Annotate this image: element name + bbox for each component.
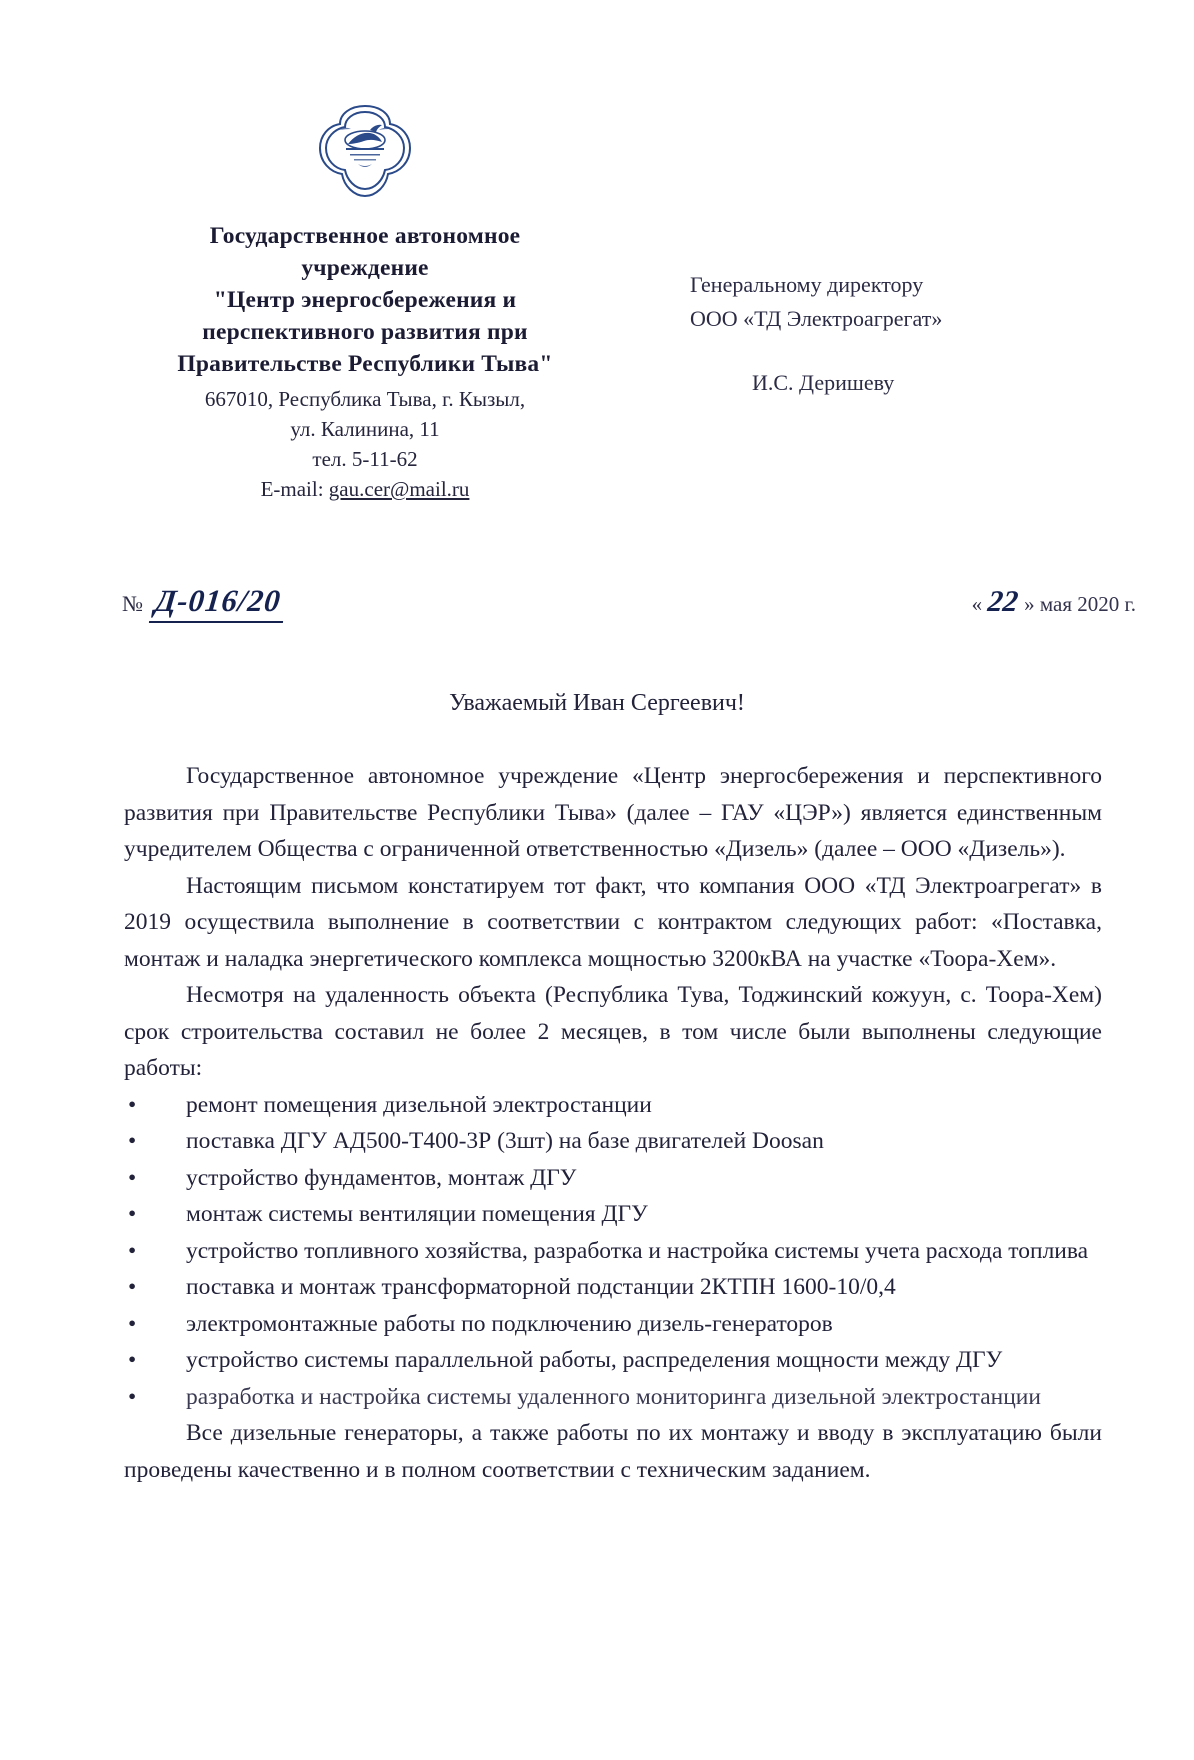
address-city-line: 667010, Республика Тыва, г. Кызыл, [204,387,526,411]
organization-address [105,384,625,504]
organization-name [105,220,625,380]
list-item [124,1196,1102,1233]
date-day-value: 22 [986,585,1020,618]
paragraph-closing: Все дизельные генераторы, а также работы по их монтажу и вводу в эксплуатацию были проведены качественно и в полном соответствии с техническим заданием. [124,1420,1102,1483]
salutation: Уважаемый Иван Сергеевич! [449,690,745,716]
coat-of-arms-icon [310,100,420,210]
list-item [124,1123,1102,1160]
letterhead [105,100,625,504]
list-item-text: монтаж системы вентиляции помещения ДГУ [186,1201,648,1227]
organization-line: Государственное автономное [209,223,521,249]
bullet-icon: • [128,1310,137,1337]
addressee-block [690,268,1110,400]
list-item-text: ремонт помещения дизельной электростанции [186,1091,652,1118]
list-item-text: устройство системы параллельной работы, распределения мощности между ДГУ [186,1347,1003,1373]
email-link[interactable]: gau.cer@mail.ru [328,477,470,501]
list-item [124,1342,1102,1379]
works-list [124,1087,1102,1416]
paragraph-intro: Государственное автономное учреждение «Центр энергосбережения и перспективного развития при Правительстве Республики Тыва» (далее – ГАУ «ЦЭР») является единственным учредителем Общества с ограниченной ответственностью «Дизель» (далее – ООО «Дизель»). [124,763,1102,862]
list-item-text: устройство топливного хозяйства, разработка и настройка системы учета расхода топлива [186,1237,1089,1264]
email-label: E-mail: [260,477,329,501]
list-item-text: поставка и монтаж трансформаторной подстанции 2КТПН 1600-10/0,4 [186,1274,896,1300]
organization-line: Правительстве Республики Тыва" [177,351,553,377]
list-item-text: разработка и настройка системы удаленного мониторинга дизельной электростанции [186,1383,1041,1410]
addressee-person: И.С. Деришеву [752,370,895,395]
paragraph-statement: Настоящим письмом констатируем тот факт, что компания ООО «ТД Электроагрегат» в 2019 осуществила выполнение в соответствии с контрактом следующих работ: «Поставка, монтаж и наладка энергетического комплекса мощностью 3200кВА на участке «Тоора-Хем». [124,872,1102,972]
phone-line: тел. 5-11-62 [312,447,418,471]
list-item-text: устройство фундаментов, монтаж ДГУ [186,1164,577,1191]
list-item-text: электромонтажные работы по подключению дизель-генераторов [186,1310,833,1337]
list-item [124,1160,1102,1197]
bullet-icon: • [128,1347,137,1373]
bullet-icon: • [128,1383,137,1410]
list-item [124,1269,1102,1306]
reference-number [122,583,285,623]
letter-body [124,758,1102,1488]
bullet-icon: • [128,1201,137,1227]
addressee-company: ООО «ТД Электроагрегат» [690,306,943,331]
list-item [124,1306,1102,1343]
reference-number-value: Д-016/20 [149,583,287,623]
organization-line: учреждение [301,255,429,281]
date-prefix: « [971,592,983,616]
date-suffix: » мая 2020 г. [1024,592,1136,616]
bullet-icon: • [128,1274,137,1300]
list-item-text: поставка ДГУ АД500-Т400-3Р (3шт) на базе двигателей Doosan [186,1128,824,1154]
paragraph-works-intro: Несмотря на удаленность объекта (Республика Тува, Тоджинский кожуун, с. Тоора-Хем) срок строительства составил не более 2 месяцев, в том числе были выполнены следующие работы: [124,982,1102,1081]
address-street-line: ул. Калинина, 11 [290,417,440,441]
addressee-position: Генеральному директору [690,272,924,297]
reference-number-label: № [122,591,143,616]
bullet-icon: • [128,1164,137,1191]
organization-line: перспективного развития при [202,319,528,345]
reference-date [972,585,1136,619]
email-line [105,474,625,504]
list-item [124,1379,1102,1416]
bullet-icon: • [128,1237,137,1264]
list-item [124,1233,1102,1270]
reference-line [0,575,1194,635]
organization-line: "Центр энергосбережения и [213,287,517,313]
list-item [124,1087,1102,1124]
bullet-icon: • [128,1128,137,1154]
bullet-icon: • [128,1091,137,1118]
